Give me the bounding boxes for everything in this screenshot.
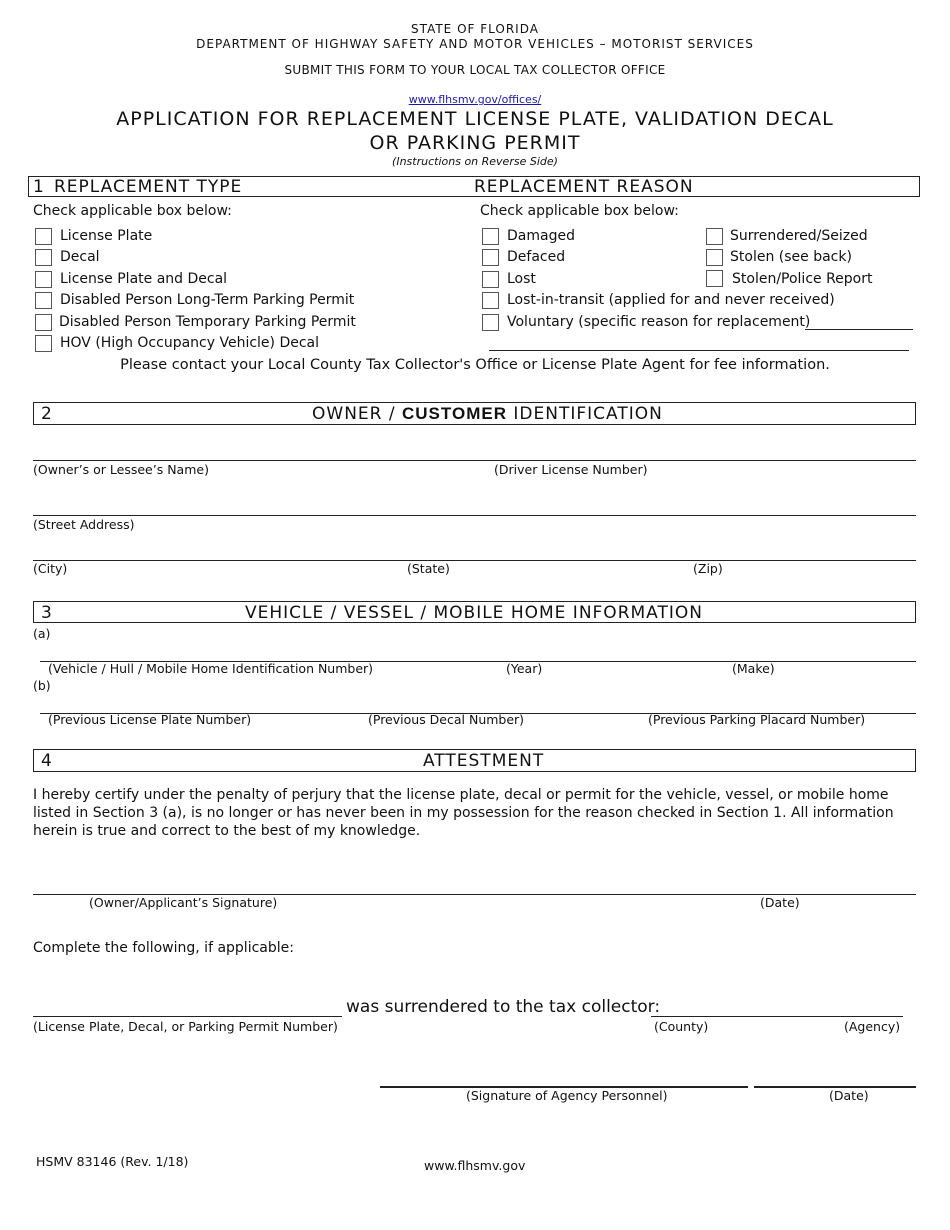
check-label-reason: Check applicable box below: <box>480 203 679 219</box>
section1-number: 1 <box>33 177 45 197</box>
voluntary-reason-line-2[interactable] <box>489 350 909 351</box>
checkbox-hov-decal[interactable] <box>35 335 52 352</box>
offices-link[interactable]: www.flhsmv.gov/offices/ <box>408 93 542 106</box>
signature-caption: (Owner/Applicant’s Signature) <box>89 895 278 910</box>
checkbox-voluntary[interactable] <box>482 314 499 331</box>
section2-heading: OWNER / CUSTOMER IDENTIFICATION <box>312 404 663 424</box>
reason-label-stolen-police-report: Stolen/Police Report <box>732 271 873 287</box>
agency-caption: (Agency) <box>844 1019 901 1034</box>
agency-date-caption: (Date) <box>829 1088 869 1103</box>
replacement-reason-heading: REPLACEMENT REASON <box>474 177 694 197</box>
checkbox-temporary-permit[interactable] <box>35 314 52 331</box>
checkbox-stolen[interactable] <box>706 249 723 266</box>
type-label-decal: Decal <box>60 249 100 265</box>
checkbox-plate-and-decal[interactable] <box>35 271 52 288</box>
owner-name-caption: (Owner’s or Lessee’s Name) <box>33 462 209 477</box>
vin-caption: (Vehicle / Hull / Mobile Home Identification Number) <box>48 661 374 676</box>
checkbox-defaced[interactable] <box>482 249 499 266</box>
checkbox-license-plate[interactable] <box>35 228 52 245</box>
section3-number: 3 <box>41 603 53 623</box>
checkbox-damaged[interactable] <box>482 228 499 245</box>
form-title-line1: APPLICATION FOR REPLACEMENT LICENSE PLATE, VALIDATION DECAL <box>116 108 834 130</box>
submit-instruction: SUBMIT THIS FORM TO YOUR LOCAL TAX COLLECTOR OFFICE <box>284 63 666 77</box>
type-label-license-plate: License Plate <box>60 228 153 244</box>
city-state-zip-line[interactable] <box>33 560 916 561</box>
checkbox-lost[interactable] <box>482 271 499 288</box>
zip-caption: (Zip) <box>693 561 723 576</box>
owner-name-line[interactable] <box>33 460 916 461</box>
check-label-type: Check applicable box below: <box>33 203 232 219</box>
checkbox-lost-in-transit[interactable] <box>482 292 499 309</box>
section3-b-label: (b) <box>33 678 51 693</box>
reason-label-surrendered-seized: Surrendered/Seized <box>730 228 868 244</box>
complete-following: Complete the following, if applicable: <box>33 940 294 956</box>
county-agency-line[interactable] <box>651 1016 903 1017</box>
state-heading: STATE OF FLORIDA <box>411 22 539 36</box>
section3-a-label: (a) <box>33 626 51 641</box>
type-label-long-term-permit: Disabled Person Long-Term Parking Permit <box>60 292 355 308</box>
reason-label-voluntary: Voluntary (specific reason for replacement) <box>507 314 811 330</box>
form-title-line2: OR PARKING PERMIT <box>369 132 581 154</box>
instructions-note: (Instructions on Reverse Side) <box>392 155 558 168</box>
section4-number: 4 <box>41 751 53 771</box>
surrendered-text: was surrendered to the tax collector: <box>346 997 661 1017</box>
plate-permit-caption: (License Plate, Decal, or Parking Permit Number) <box>33 1019 338 1034</box>
checkbox-stolen-police-report[interactable] <box>706 270 723 287</box>
section3-heading: VEHICLE / VESSEL / MOBILE HOME INFORMATION <box>245 603 703 623</box>
year-caption: (Year) <box>506 661 543 676</box>
street-address-caption: (Street Address) <box>33 517 135 532</box>
reason-label-defaced: Defaced <box>507 249 566 265</box>
prev-placard-caption: (Previous Parking Placard Number) <box>648 712 866 727</box>
type-label-plate-and-decal: License Plate and Decal <box>60 271 228 287</box>
state-caption: (State) <box>407 561 450 576</box>
department-heading: DEPARTMENT OF HIGHWAY SAFETY AND MOTOR VEHICLES – MOTORIST SERVICES <box>196 37 754 51</box>
voluntary-reason-line[interactable] <box>805 329 913 330</box>
city-caption: (City) <box>33 561 68 576</box>
driver-license-caption: (Driver License Number) <box>494 462 648 477</box>
plate-permit-number-line[interactable] <box>33 1016 342 1017</box>
section2-number: 2 <box>41 404 53 424</box>
agency-signature-caption: (Signature of Agency Personnel) <box>466 1088 668 1103</box>
checkbox-decal[interactable] <box>35 249 52 266</box>
checkbox-long-term-permit[interactable] <box>35 292 52 309</box>
county-caption: (County) <box>654 1019 709 1034</box>
prev-plate-caption: (Previous License Plate Number) <box>48 712 252 727</box>
type-label-temporary-permit: Disabled Person Temporary Parking Permit <box>59 314 356 330</box>
reason-label-damaged: Damaged <box>507 228 575 244</box>
type-label-hov-decal: HOV (High Occupancy Vehicle) Decal <box>60 335 320 351</box>
signature-date-caption: (Date) <box>760 895 800 910</box>
checkbox-surrendered-seized[interactable] <box>706 228 723 245</box>
prev-decal-caption: (Previous Decal Number) <box>368 712 525 727</box>
reason-label-lost-in-transit: Lost-in-transit (applied for and never received) <box>507 292 835 308</box>
replacement-type-heading: REPLACEMENT TYPE <box>54 177 243 197</box>
footer-website[interactable]: www.flhsmv.gov <box>424 1158 526 1173</box>
attestment-statement: I hereby certify under the penalty of perjury that the license plate, decal or permit for the vehicle, vessel, or mobile home listed in Section 3 (a), is no longer or has never been in my possession for the reason checked in Section 1. All information herein is true and correct to the best of my knowledge. <box>33 787 894 839</box>
reason-label-stolen: Stolen (see back) <box>730 249 852 265</box>
fee-note: Please contact your Local County Tax Collector's Office or License Plate Agent for fee information. <box>120 357 830 373</box>
form-number: HSMV 83146 (Rev. 1/18) <box>36 1154 189 1169</box>
reason-label-lost: Lost <box>507 271 536 287</box>
section4-heading: ATTESTMENT <box>423 751 545 771</box>
street-address-line[interactable] <box>33 515 916 516</box>
make-caption: (Make) <box>732 661 775 676</box>
